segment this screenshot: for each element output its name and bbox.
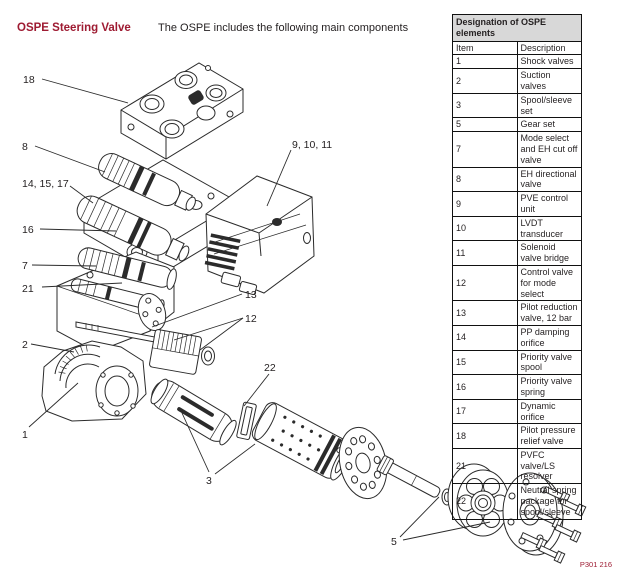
callout-label-12: 12: [245, 313, 257, 325]
description-cell: Pilot reduction valve, 12 bar: [517, 301, 582, 326]
item-cell: 7: [453, 132, 518, 167]
callout-label-1: 1: [22, 429, 28, 441]
item-cell: 15: [453, 350, 518, 375]
table-row: [453, 216, 582, 241]
table-title: Designation of OSPE elements: [453, 15, 582, 42]
table-row: [453, 167, 582, 192]
description-cell: Spool/sleeve set: [517, 93, 582, 118]
description-cell: PVFC valve/LS resolver: [517, 448, 582, 483]
table-row: [453, 265, 582, 300]
callout-label-21: 21: [22, 283, 34, 295]
item-cell: 14: [453, 325, 518, 350]
column-header-item: Item: [453, 41, 518, 55]
item-cell: 2: [453, 69, 518, 94]
item-cell: 21: [453, 448, 518, 483]
figure-code: P301 216: [579, 560, 612, 569]
part-drive-shaft: [376, 455, 452, 505]
callout-label-14-15-17: 14, 15, 17: [22, 178, 69, 190]
item-cell: 9: [453, 192, 518, 217]
table-row: [453, 484, 582, 519]
page-title: OSPE Steering Valve: [17, 22, 131, 34]
description-cell: Solenoid valve bridge: [517, 241, 582, 266]
description-cell: Pilot pressure relief valve: [517, 424, 582, 449]
table-row: [453, 301, 582, 326]
item-cell: 18: [453, 424, 518, 449]
item-cell: 3: [453, 93, 518, 118]
table-row: [453, 55, 582, 69]
table-row: [453, 132, 582, 167]
table-row: [453, 325, 582, 350]
designation-table: [452, 14, 582, 520]
description-cell: LVDT transducer: [517, 216, 582, 241]
table-row: [453, 375, 582, 400]
description-cell: PP damping orifice: [517, 325, 582, 350]
item-cell: 17: [453, 399, 518, 424]
description-cell: PVE control unit: [517, 192, 582, 217]
table-body: [453, 55, 582, 519]
callout-label-16: 16: [22, 224, 34, 236]
part-sleeve: [250, 400, 357, 484]
table-row: [453, 93, 582, 118]
callout-label-7: 7: [22, 260, 28, 272]
part-pilot-relief-block: [121, 63, 243, 159]
table-row: [453, 241, 582, 266]
description-cell: Mode select and EH cut off valve: [517, 132, 582, 167]
description-cell: Priority valve spool: [517, 350, 582, 375]
table-row: [453, 448, 582, 483]
callout-label-3: 3: [206, 475, 212, 487]
table-row: [453, 69, 582, 94]
item-cell: 12: [453, 265, 518, 300]
callout-label-18: 18: [23, 74, 35, 86]
description-cell: Shock valves: [517, 55, 582, 69]
item-cell: 8: [453, 167, 518, 192]
table-row: [453, 424, 582, 449]
item-cell: 13: [453, 301, 518, 326]
item-cell: 16: [453, 375, 518, 400]
item-cell: 22: [453, 484, 518, 519]
item-cell: 11: [453, 241, 518, 266]
part-mode-control-valve: [149, 329, 214, 375]
description-cell: Gear set: [517, 118, 582, 132]
column-header-description: Description: [517, 41, 582, 55]
description-cell: EH directional valve: [517, 167, 582, 192]
callout-label-9-10-11: 9, 10, 11: [292, 139, 333, 151]
item-cell: 10: [453, 216, 518, 241]
intro-text: The OSPE includes the following main components: [158, 22, 409, 34]
table-row: [453, 192, 582, 217]
callout-label-13: 13: [245, 289, 257, 301]
description-cell: Control valve for mode select: [517, 265, 582, 300]
table-row: [453, 399, 582, 424]
item-cell: 1: [453, 55, 518, 69]
description-cell: Suction valves: [517, 69, 582, 94]
table-row: [453, 350, 582, 375]
description-cell: Neutral spring package for spool/sleeve: [517, 484, 582, 519]
item-cell: 5: [453, 118, 518, 132]
callout-label-8: 8: [22, 141, 28, 153]
description-cell: Dynamic orifice: [517, 399, 582, 424]
callout-label-5: 5: [391, 536, 397, 548]
description-cell: Priority valve spring: [517, 375, 582, 400]
callout-label-2: 2: [22, 339, 28, 351]
table-row: [453, 118, 582, 132]
part-housing-cradle: [42, 341, 146, 421]
callout-label-22: 22: [264, 362, 276, 374]
